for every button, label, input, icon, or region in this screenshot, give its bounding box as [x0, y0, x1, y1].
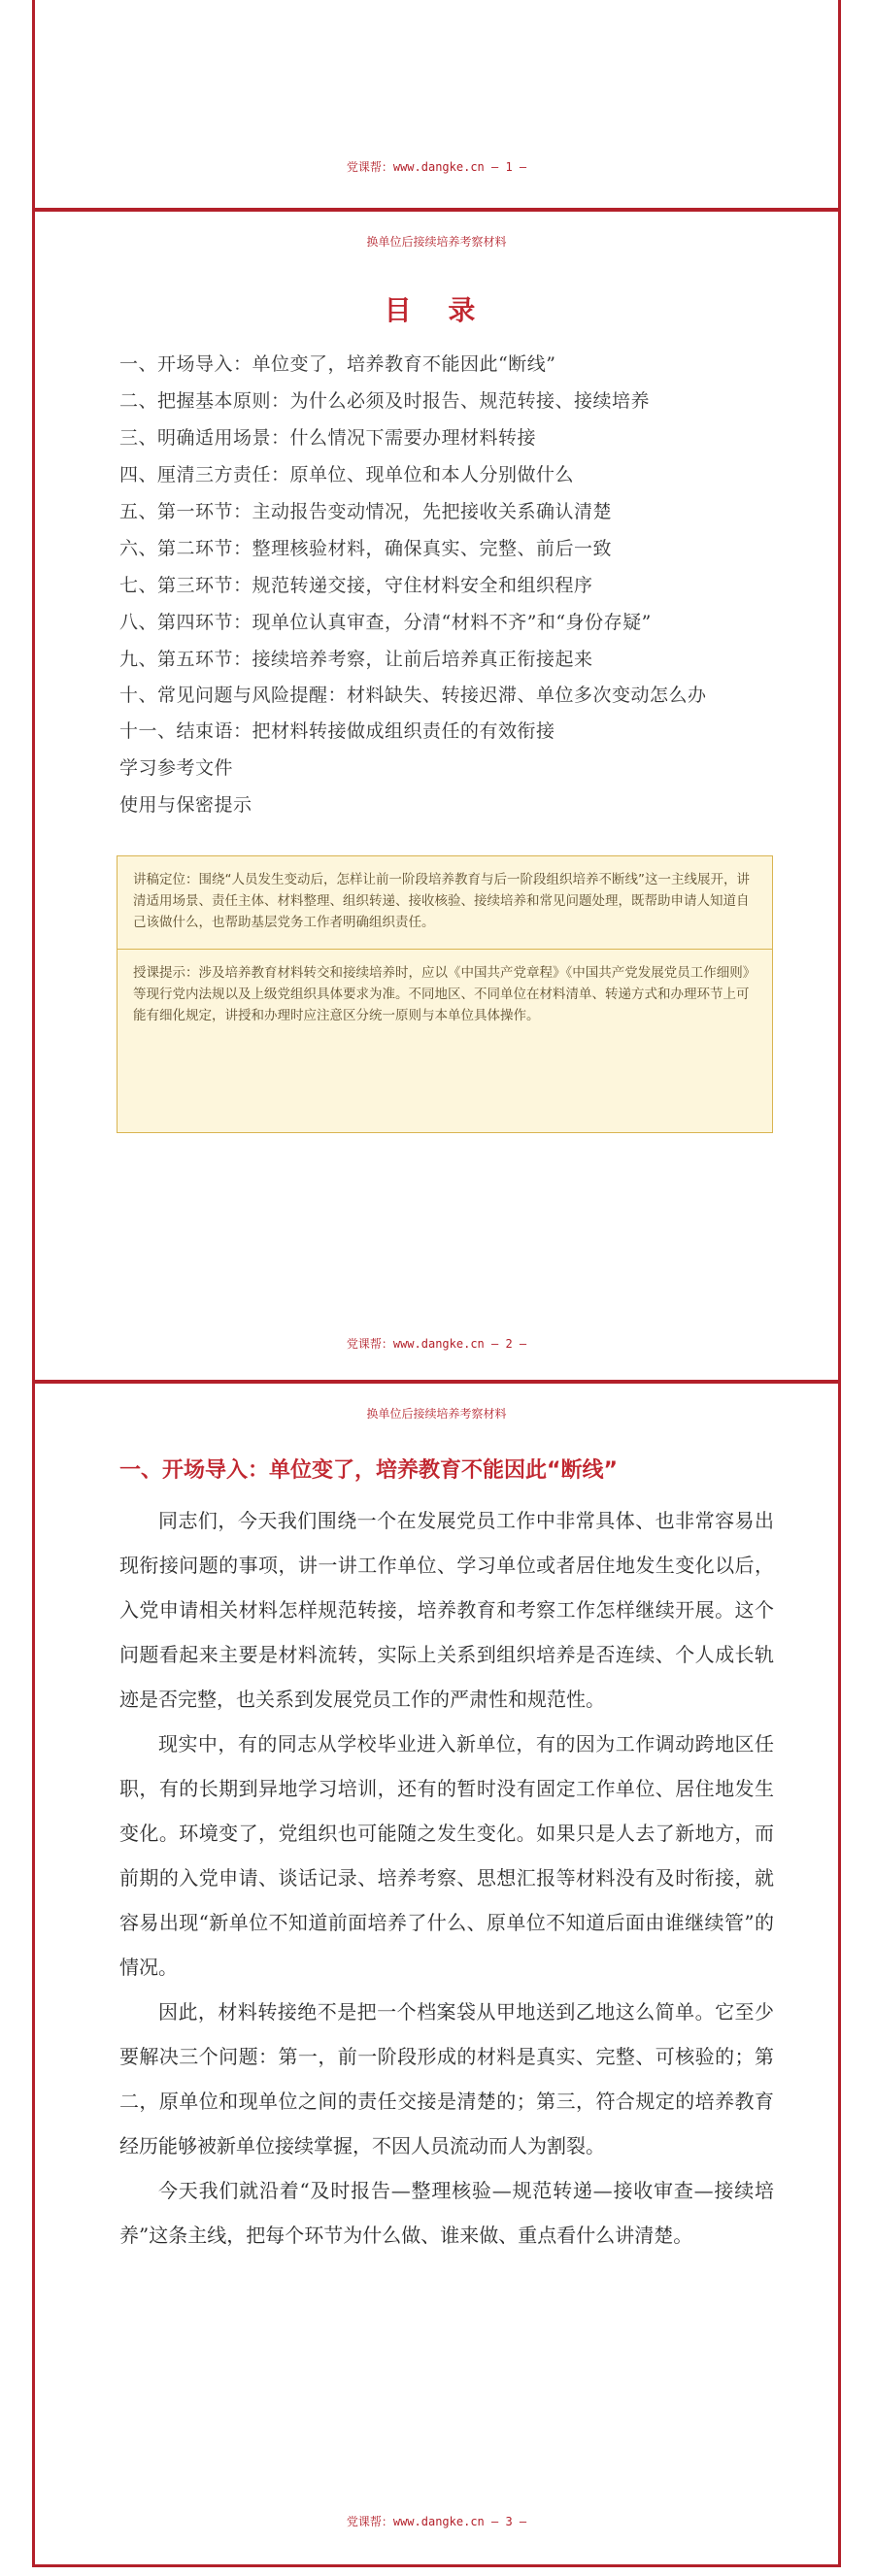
toc-title: 目 录	[384, 294, 489, 326]
toc-item: 一、开场导入：单位变了，培养教育不能因此“断线”	[119, 353, 556, 375]
body-paragraph: 现实中，有的同志从学校毕业进入新单位，有的因为工作调动跨地区任职，有的长期到异地学习培训，还有的暂时没有固定工作单位、居住地发生变化。环境变了，党组织也可能随之发生变化。如果只是人去了新地方，而前期的入党申请、谈话记录、培养考察、思想汇报等材料没有及时衔接，就容易出现“新单位不知道前面培养了什么、原单位不知道后面由谁继续管”的情况。	[119, 1732, 774, 1979]
page-2	[32, 211, 841, 1383]
toc-item: 使用与保密提示	[119, 794, 252, 816]
page-footer: 党课帮：www.dangke.cn — 3 —	[346, 2515, 527, 2528]
toc-item: 三、明确适用场景：什么情况下需要办理材料转接	[119, 427, 537, 449]
note-teaching-tips: 授课提示：涉及培养教育材料转交和接续培养时，应以《中国共产党章程》《中国共产党发展党员工作细则》等现行党内法规以及上级党组织具体要求为准。不同地区、不同单位在材料清单、转递方式和办理环节上可能有细化规定，讲授和办理时应注意区分统一原则与本单位具体操作。	[133, 965, 756, 1023]
toc-item: 六、第二环节：整理核验材料，确保真实、完整、前后一致	[119, 538, 613, 559]
page-footer: 党课帮：www.dangke.cn — 1 —	[346, 160, 527, 174]
toc-item: 七、第三环节：规范转递交接，守住材料安全和组织程序	[119, 575, 593, 596]
toc-item: 九、第五环节：接续培养考察，让前后培养真正衔接起来	[119, 649, 593, 670]
section-body	[119, 1498, 774, 2258]
toc-list	[119, 346, 770, 823]
running-head: 换单位后接续培养考察材料	[366, 1407, 507, 1421]
lecture-note-box	[117, 855, 773, 1133]
page-1	[32, 0, 841, 211]
body-paragraph: 因此，材料转接绝不是把一个档案袋从甲地送到乙地这么简单。它至少要解决三个问题：第一，前一阶段形成的材料是真实、完整、可核验的；第二，原单位和现单位之间的责任交接是清楚的；第三，符合规定的培养教育经历能够被新单位接续掌握，不因人员流动而人为割裂。	[119, 2000, 774, 2158]
toc-item: 二、把握基本原则：为什么必须及时报告、规范转接、接续培养	[119, 390, 651, 412]
body-paragraph: 今天我们就沿着“及时报告—整理核验—规范转递—接收审查—接续培养”这条主线，把每个环节为什么做、谁来做、重点看什么讲清楚。	[119, 2179, 774, 2247]
section-heading: 一、开场导入：单位变了，培养教育不能因此“断线”	[119, 1458, 618, 1483]
note-positioning: 讲稿定位：围绕“人员发生变动后，怎样让前一阶段培养教育与后一阶段组织培养不断线”这一主线展开，讲清适用场景、责任主体、材料整理、组织转递、接收核验、接续培养和常见问题处理，既帮助申请人知道自己该做什么，也帮助基层党务工作者明确组织责任。	[133, 872, 750, 930]
toc-item: 五、第一环节：主动报告变动情况，先把接收关系确认清楚	[119, 501, 613, 522]
toc-item: 十、常见问题与风险提醒：材料缺失、转接迟滞、单位多次变动怎么办	[119, 685, 707, 706]
toc-item: 四、厘清三方责任：原单位、现单位和本人分别做什么	[119, 464, 575, 485]
page-3	[32, 1383, 841, 2567]
toc-item: 八、第四环节：现单位认真审查，分清“材料不齐”和“身份存疑”	[119, 612, 652, 633]
toc-item: 十一、结束语：把材料转接做成组织责任的有效衔接	[119, 720, 555, 742]
page-footer: 党课帮：www.dangke.cn — 2 —	[346, 1337, 527, 1351]
body-paragraph: 同志们，今天我们围绕一个在发展党员工作中非常具体、也非常容易出现衔接问题的事项，讲一讲工作单位、学习单位或者居住地发生变化以后，入党申请相关材料怎样规范转接，培养教育和考察工作怎样继续开展。这个问题看起来主要是材料流转，实际上关系到组织培养是否连续、个人成长轨迹是否完整，也关系到发展党员工作的严肃性和规范性。	[119, 1509, 774, 1711]
toc-item: 学习参考文件	[119, 757, 234, 779]
running-head: 换单位后接续培养考察材料	[366, 235, 507, 249]
